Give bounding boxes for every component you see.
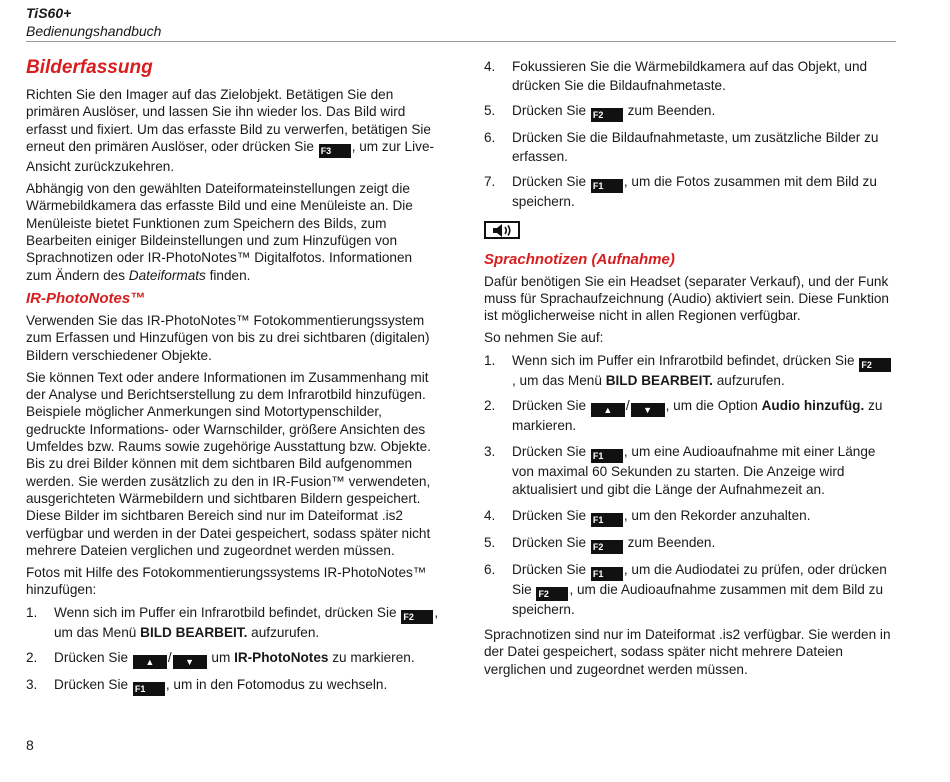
list-item: 4. Fokussieren Sie die Wärmebildkamera auf das Objekt, und drücken Sie die Bildaufnahmetaste.	[484, 59, 868, 93]
f1-key-icon: F1	[133, 682, 165, 696]
photonotes-steps-continued	[484, 58, 896, 212]
list-item: 3. Drücken Sie F1 , um in den Fotomodus zu wechseln.	[26, 677, 388, 695]
f2-key-icon: F2	[536, 587, 568, 601]
list-item: 7. Drücken Sie F1 , um die Fotos zusammen mit dem Bild zu speichern.	[484, 174, 877, 209]
down-arrow-icon: ▼	[173, 655, 207, 669]
manual-name: Bedienungshandbuch	[26, 23, 162, 39]
left-column	[26, 56, 440, 703]
up-arrow-icon: ▲	[591, 403, 625, 417]
page-header	[26, 4, 896, 40]
list-item: 1. Wenn sich im Puffer ein Infrarotbild befindet, drücken Sie F2 , um das Menü BILD BEARBEIT. aufzurufen.	[26, 604, 439, 640]
list-item: 5. Drücken Sie F2 zum Beenden.	[484, 103, 716, 120]
paragraph-voice-howto: So nehmen Sie auf:	[484, 330, 604, 346]
paragraph-photonotes-intro: Verwenden Sie das IR-PhotoNotes™ Fotokommentierungssystem zum Erfassen und Hinzufügen von bis zu drei sichtbaren (digitalen) Bildern verschiedener Objekte.	[26, 312, 430, 363]
paragraph-voice-intro: Dafür benötigen Sie ein Headset (separater Verkauf), und der Funk muss für Sprachaufzeichnung (Audio) aktiviert sein. Diese Funktion ist möglicherweise nicht in allen Regionen verfügbar.	[484, 273, 889, 324]
list-item: 4. Drücken Sie F1 , um den Rekorder anzuhalten.	[484, 507, 811, 525]
f2-key-icon: F2	[591, 108, 623, 122]
paragraph-photonotes-howto: Fotos mit Hilfe des Fotokommentierungssystems IR-PhotoNotes™ hinzufügen:	[26, 565, 427, 598]
header-rule	[26, 41, 896, 42]
f1-key-icon: F1	[591, 449, 623, 463]
product-name: TiS60+	[26, 5, 72, 21]
up-arrow-icon: ▲	[133, 655, 167, 669]
f3-key-icon: F3	[319, 144, 351, 158]
f1-key-icon: F1	[591, 179, 623, 193]
right-column	[484, 58, 896, 683]
list-item: 5. Drücken Sie F2 zum Beenden.	[484, 534, 716, 552]
list-item: 3. Drücken Sie F1 , um eine Audioaufnahme mit einer Länge von maximal 60 Sekunden zu starten. Die Anzeige wird aktualisiert und gibt die Länge der Aufnahmezeit an.	[484, 443, 876, 498]
list-item: 6. Drücken Sie F1 , um die Audiodatei zu prüfen, oder drücken Sie F2 , um die Audioaufnahme zusammen mit dem Bild zu speichern.	[484, 561, 887, 617]
f2-key-icon: F2	[859, 358, 891, 372]
f1-key-icon: F1	[591, 567, 623, 581]
f2-key-icon: F2	[401, 610, 433, 624]
photonotes-steps	[26, 604, 440, 697]
voice-steps	[484, 352, 896, 620]
down-arrow-icon: ▼	[631, 403, 665, 417]
f2-key-icon: F2	[591, 540, 623, 554]
paragraph-formats: Abhängig von den gewählten Dateiformateinstellungen zeigt die Wärmebildkamera das erfasste Bild und eine Menüleiste an. Die Menüleiste bietet Funktionen zum Speichern des Bilds, zum Bearbeiten einiger Bildeinstellungen und zum Hinzufügen von Sprachnotizen oder IR-PhotoNotes™ Digitalfotos. Informationen zum Ändern des Dateiformats finden.	[26, 181, 413, 283]
paragraph-photonotes-detail: Sie können Text oder andere Informationen im Zusammenhang mit der Analyse und Berichtserstellung zu dem Infrarotbild hinzufügen. Beispiele möglicher Anmerkungen sind Motortypenschilder, gedruckte Informations- oder Warnschilder, größere Ansichten des Umfeldes bzw. Raums sowie zugehörige Ausstattung bzw. Objekte. Bis zu drei Bilder können mit dem sichtbaren Bild aufgenommen werden. Sie werden zusätzlich zu den in IR-Fusion™ verwendeten, ausgerichteten Wärmebildern und sichtbaren Bildern gespeichert. Diese Bilder im sichtbaren Bereich sind nur im Dateiformat .is2 verfügbar und werden in der Datei gespeichert, sodass später nicht mehrere Dateien verglichen und zugeordnet werden müssen.	[26, 369, 431, 558]
list-item: 2. Drücken Sie ▲ / ▼ , um die Option Audio hinzufüg. zu markieren.	[484, 398, 883, 434]
list-item: 1. Wenn sich im Puffer ein Infrarotbild befindet, drücken Sie F2, um das Menü BILD BEARBEIT. aufzurufen.	[484, 352, 896, 391]
section-title: Bilderfassung	[26, 57, 153, 78]
subsection-title-voice: Sprachnotizen (Aufnahme)	[484, 250, 675, 268]
paragraph-voice-format: Sprachnotizen sind nur im Dateiformat .is2 verfügbar. Sie werden in der Datei gespeichert, sodass später nicht mehrere Dateien verglichen und zugeordnet werden müssen.	[484, 627, 891, 677]
list-item: 6. Drücken Sie die Bildaufnahmetaste, um zusätzliche Bilder zu erfassen.	[484, 130, 879, 164]
list-item: 2. Drücken Sie ▲ / ▼ um IR-PhotoNotes zu markieren.	[26, 650, 415, 668]
speaker-icon	[484, 221, 520, 239]
f1-key-icon: F1	[591, 513, 623, 527]
paragraph-capture: Richten Sie den Imager auf das Zielobjekt. Betätigen Sie den primären Auslöser, und lassen Sie ihn wieder los. Das Bild wird erfasst und fixiert. Um das erfasste Bild zu verwerfen, betätigen Sie erneut den primären Auslöser, oder drücken Sie F3 , um zur Live-Ansicht zurückzukehren.	[26, 87, 435, 174]
page-number: 8	[26, 737, 34, 753]
link-file-formats[interactable]: Dateiformats	[128, 267, 206, 283]
subsection-title-photonotes: IR-PhotoNotes™	[26, 289, 146, 307]
